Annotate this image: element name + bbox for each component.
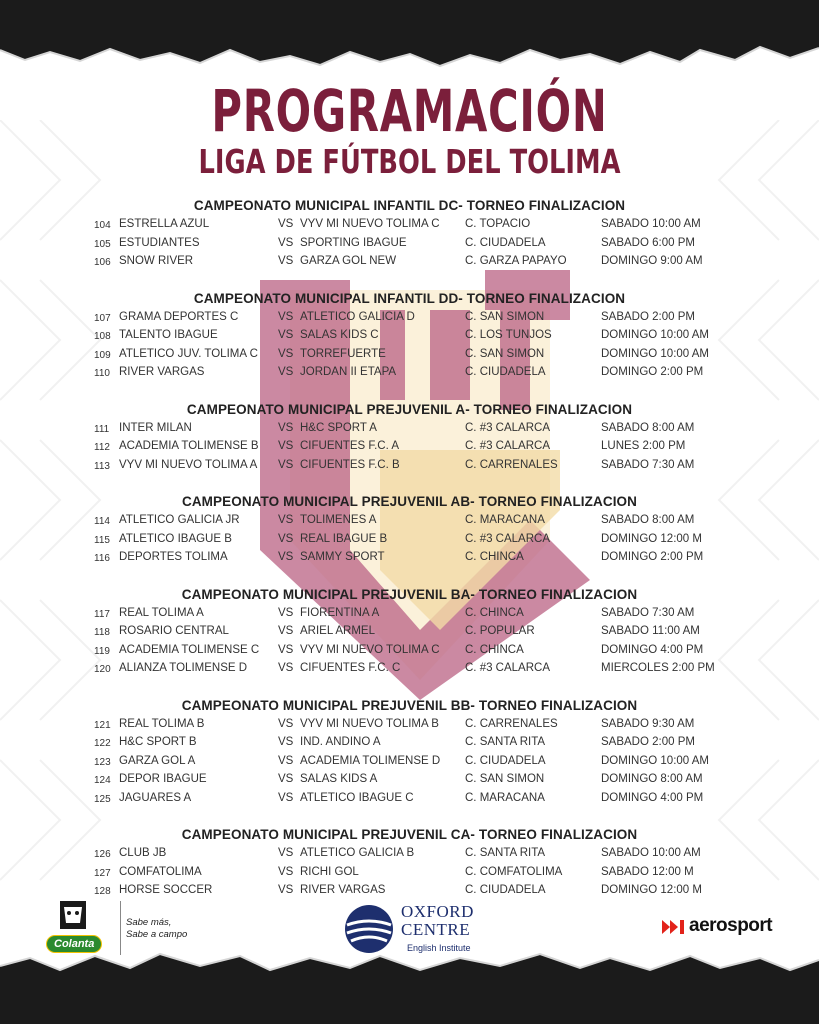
match-number: 122 <box>94 738 111 749</box>
tournament-section <box>0 400 819 475</box>
away-team: ATLETICO IBAGUE C <box>300 791 414 804</box>
home-team: ACADEMIA TOLIMENSE B <box>119 440 259 452</box>
colanta-wordmark: Colanta <box>46 935 102 953</box>
versus-label: VS <box>278 773 294 785</box>
versus-label: VS <box>278 514 294 526</box>
home-team: REAL TOLIMA B <box>119 717 205 730</box>
versus-label: VS <box>278 754 294 767</box>
venue: C. SANTA RITA <box>465 736 546 748</box>
venue: C. MARACANA <box>465 791 545 804</box>
match-row <box>0 752 819 771</box>
venue: C. MARACANA <box>465 514 545 526</box>
tournament-section <box>0 696 819 808</box>
schedule-list <box>0 196 819 900</box>
away-team: CIFUENTES F.C. B <box>300 458 400 471</box>
versus-label: VS <box>278 236 294 249</box>
match-time: MIERCOLES 2:00 PM <box>601 662 715 674</box>
venue: C. COMFATOLIMA <box>465 865 563 878</box>
versus-label: VS <box>278 791 294 804</box>
away-team: SAMMY SPORT <box>300 551 385 563</box>
versus-label: VS <box>278 440 294 452</box>
oxford-line1: OXFORD <box>401 902 474 921</box>
match-row <box>0 715 819 734</box>
match-number: 114 <box>94 516 110 527</box>
match-row <box>0 604 819 623</box>
versus-label: VS <box>278 329 294 341</box>
versus-label: VS <box>278 218 294 230</box>
match-number: 107 <box>94 312 111 324</box>
colanta-slogan <box>126 917 187 941</box>
match-number: 125 <box>94 793 111 805</box>
away-team: RIVER VARGAS <box>300 884 386 896</box>
home-team: ESTUDIANTES <box>119 236 200 249</box>
match-number: 119 <box>94 645 110 657</box>
match-row <box>0 789 819 808</box>
away-team: VYV MI NUEVO TOLIMA B <box>300 717 439 730</box>
home-team: ROSARIO CENTRAL <box>119 625 229 637</box>
away-team: TORREFUERTE <box>300 347 386 360</box>
match-row <box>0 548 819 567</box>
match-number: 128 <box>94 886 111 897</box>
versus-label: VS <box>278 865 294 878</box>
home-team: TALENTO IBAGUE <box>119 329 218 341</box>
match-row <box>0 659 819 678</box>
match-row <box>0 345 819 364</box>
versus-label: VS <box>278 310 294 323</box>
venue: C. CHINCA <box>465 551 524 563</box>
venue: C. CIUDADELA <box>465 754 546 767</box>
match-row <box>0 844 819 863</box>
match-row <box>0 326 819 345</box>
oxford-subtitle: English Institute <box>407 943 471 953</box>
section-title: CAMPEONATO MUNICIPAL PREJUVENIL BA- TORNEO FINALIZACION <box>181 586 638 602</box>
match-number: 109 <box>94 349 111 361</box>
versus-label: VS <box>278 532 294 545</box>
venue: C. #3 CALARCA <box>465 532 551 545</box>
match-row <box>0 308 819 327</box>
section-title: CAMPEONATO MUNICIPAL PREJUVENIL BB- TORNEO FINALIZACION <box>181 697 638 713</box>
match-time: SABADO 9:30 AM <box>601 717 695 730</box>
home-team: JAGUARES A <box>119 791 192 804</box>
home-team: INTER MILAN <box>119 421 192 434</box>
away-team: ATLETICO GALICIA D <box>300 310 415 323</box>
home-team: GRAMA DEPORTES C <box>119 310 239 323</box>
away-team: ATLETICO GALICIA B <box>300 847 415 859</box>
away-team: SALAS KIDS A <box>300 773 378 785</box>
away-team: VYV MI NUEVO TOLIMA C <box>300 643 440 656</box>
match-time: SABADO 11:00 AM <box>601 625 700 637</box>
venue: C. SAN SIMON <box>465 310 545 323</box>
torn-paper-top-edge <box>0 0 819 70</box>
match-number: 104 <box>94 220 111 231</box>
versus-label: VS <box>278 458 294 471</box>
match-time: DOMINGO 2:00 PM <box>601 366 704 378</box>
section-title: CAMPEONATO MUNICIPAL PREJUVENIL A- TORNEO FINALIZACION <box>186 401 633 417</box>
away-team: H&C SPORT A <box>300 421 377 434</box>
away-team: RICHI GOL <box>300 865 359 878</box>
match-time: SABADO 8:00 AM <box>601 421 695 434</box>
home-team: ACADEMIA TOLIMENSE C <box>119 643 260 656</box>
away-team: SPORTING IBAGUE <box>300 236 407 249</box>
venue: C. CIUDADELA <box>465 366 546 378</box>
sponsor-aerosport <box>662 915 792 939</box>
match-number: 117 <box>94 608 110 620</box>
versus-label: VS <box>278 847 294 859</box>
match-row <box>0 863 819 882</box>
venue: C. #3 CALARCA <box>465 662 551 674</box>
away-team: GARZA GOL NEW <box>300 255 397 267</box>
section-title: CAMPEONATO MUNICIPAL PREJUVENIL CA- TORNEO FINALIZACION <box>181 827 638 842</box>
home-team: ALIANZA TOLIMENSE D <box>119 662 248 674</box>
match-time: DOMINGO 10:00 AM <box>601 329 710 341</box>
match-row <box>0 437 819 456</box>
match-number: 110 <box>94 368 110 379</box>
home-team: DEPOR IBAGUE <box>119 773 207 785</box>
match-number: 126 <box>94 849 111 860</box>
match-time: SABADO 10:00 AM <box>601 847 701 859</box>
match-time: SABADO 6:00 PM <box>601 236 695 249</box>
match-row <box>0 511 819 530</box>
match-time: SABADO 7:30 AM <box>601 458 695 471</box>
match-time: SABADO 2:00 PM <box>601 310 695 323</box>
venue: C. CARRENALES <box>465 717 558 730</box>
oxford-wordmark <box>401 903 474 939</box>
away-team: IND. ANDINO A <box>300 736 381 748</box>
venue: C. CIUDADELA <box>465 236 546 249</box>
match-time: DOMINGO 10:00 AM <box>601 754 710 767</box>
match-number: 116 <box>94 553 110 564</box>
page-header <box>0 78 819 182</box>
home-team: REAL TOLIMA A <box>119 606 204 619</box>
match-number: 115 <box>94 534 110 546</box>
torn-paper-bottom-edge <box>0 944 819 1024</box>
match-row <box>0 456 819 475</box>
versus-label: VS <box>278 421 294 434</box>
match-number: 127 <box>94 867 111 879</box>
match-number: 106 <box>94 257 111 268</box>
away-team: FIORENTINA A <box>300 606 380 619</box>
versus-label: VS <box>278 347 294 360</box>
match-row <box>0 419 819 438</box>
venue: C. CHINCA <box>465 606 524 619</box>
match-time: DOMINGO 4:00 PM <box>601 643 704 656</box>
match-row <box>0 641 819 660</box>
match-time: SABADO 12:00 M <box>601 865 694 878</box>
page-title: PROGRAMACIÓN <box>211 77 608 145</box>
away-team: VYV MI NUEVO TOLIMA C <box>300 218 440 230</box>
venue: C. CIUDADELA <box>465 884 546 896</box>
versus-label: VS <box>278 736 294 748</box>
venue: C. SANTA RITA <box>465 847 546 859</box>
venue: C. CARRENALES <box>465 458 558 471</box>
match-row <box>0 215 819 234</box>
home-team: ATLETICO IBAGUE B <box>119 532 232 545</box>
venue: C. POPULAR <box>465 625 535 637</box>
match-number: 111 <box>94 423 110 435</box>
match-number: 123 <box>94 756 111 768</box>
home-team: HORSE SOCCER <box>119 884 213 896</box>
tournament-section <box>0 825 819 900</box>
match-number: 118 <box>94 627 110 638</box>
match-time: DOMINGO 9:00 AM <box>601 255 703 267</box>
page-subtitle: LIGA DE FÚTBOL DEL TOLIMA <box>198 142 621 181</box>
match-time: SABADO 8:00 AM <box>601 514 695 526</box>
match-row <box>0 530 819 549</box>
match-row <box>0 363 819 382</box>
match-number: 108 <box>94 331 111 342</box>
match-row <box>0 234 819 253</box>
versus-label: VS <box>278 662 294 674</box>
away-team: CIFUENTES F.C. A <box>300 440 400 452</box>
match-time: DOMINGO 2:00 PM <box>601 551 704 563</box>
away-team: ACADEMIA TOLIMENSE D <box>300 754 441 767</box>
home-team: COMFATOLIMA <box>119 865 202 878</box>
tournament-section <box>0 492 819 567</box>
away-team: TOLIMENES A <box>300 514 377 526</box>
tournament-section <box>0 289 819 382</box>
away-team: CIFUENTES F.C. C <box>300 662 401 674</box>
venue: C. SAN SIMON <box>465 347 545 360</box>
section-title: CAMPEONATO MUNICIPAL INFANTIL DD- TORNEO FINALIZACION <box>193 290 626 306</box>
versus-label: VS <box>278 717 294 730</box>
home-team: ESTRELLA AZUL <box>119 218 210 230</box>
match-number: 105 <box>94 238 111 250</box>
match-number: 113 <box>94 460 110 472</box>
match-row <box>0 770 819 789</box>
section-title: CAMPEONATO MUNICIPAL INFANTIL DC- TORNEO FINALIZACION <box>193 198 626 213</box>
match-time: DOMINGO 4:00 PM <box>601 791 704 804</box>
venue: C. GARZA PAPAYO <box>465 255 567 267</box>
oxford-line2: CENTRE <box>401 920 471 939</box>
match-number: 120 <box>94 664 111 675</box>
versus-label: VS <box>278 551 294 563</box>
match-time: LUNES 2:00 PM <box>601 440 686 452</box>
home-team: ATLETICO GALICIA JR <box>119 514 240 526</box>
match-row <box>0 622 819 641</box>
aerosport-wordmark: aerosport <box>689 915 773 936</box>
match-number: 112 <box>94 442 110 453</box>
match-time: SABADO 7:30 AM <box>601 606 695 619</box>
match-time: DOMINGO 12:00 M <box>601 884 702 896</box>
match-number: 121 <box>94 719 111 731</box>
home-team: GARZA GOL A <box>119 754 196 767</box>
venue: C. #3 CALARCA <box>465 421 551 434</box>
home-team: SNOW RIVER <box>119 255 194 267</box>
colanta-slogan-line2: Sabe a campo <box>126 929 188 940</box>
away-team: SALAS KIDS C <box>300 329 379 341</box>
tournament-section <box>0 585 819 678</box>
venue: C. TOPACIO <box>465 218 531 230</box>
match-row <box>0 733 819 752</box>
match-number: 124 <box>94 775 111 786</box>
away-team: ARIEL ARMEL <box>300 625 375 637</box>
versus-label: VS <box>278 366 294 378</box>
versus-label: VS <box>278 884 294 896</box>
aerosport-arrows-icon <box>662 919 688 935</box>
away-team: JORDAN II ETAPA <box>300 366 397 378</box>
versus-label: VS <box>278 606 294 619</box>
versus-label: VS <box>278 625 294 637</box>
section-title: CAMPEONATO MUNICIPAL PREJUVENIL AB- TORNEO FINALIZACION <box>181 494 638 509</box>
venue: C. SAN SIMON <box>465 773 545 785</box>
match-time: DOMINGO 12:00 M <box>601 532 702 545</box>
match-time: DOMINGO 10:00 AM <box>601 347 710 360</box>
venue: C. LOS TUNJOS <box>465 329 552 341</box>
away-team: REAL IBAGUE B <box>300 532 388 545</box>
home-team: H&C SPORT B <box>119 736 197 748</box>
home-team: VYV MI NUEVO TOLIMA A <box>119 458 258 471</box>
match-time: SABADO 10:00 AM <box>601 218 701 230</box>
venue: C. CHINCA <box>465 643 524 656</box>
home-team: CLUB JB <box>119 847 167 859</box>
home-team: RIVER VARGAS <box>119 366 205 378</box>
colanta-slogan-line1: Sabe más, <box>126 917 172 928</box>
match-time: DOMINGO 8:00 AM <box>601 773 703 785</box>
versus-label: VS <box>278 255 294 267</box>
match-row <box>0 252 819 271</box>
home-team: ATLETICO JUV. TOLIMA C <box>119 347 258 360</box>
match-time: SABADO 2:00 PM <box>601 736 695 748</box>
versus-label: VS <box>278 643 294 656</box>
home-team: DEPORTES TOLIMA <box>119 551 228 563</box>
tournament-section <box>0 196 819 271</box>
venue: C. #3 CALARCA <box>465 440 551 452</box>
